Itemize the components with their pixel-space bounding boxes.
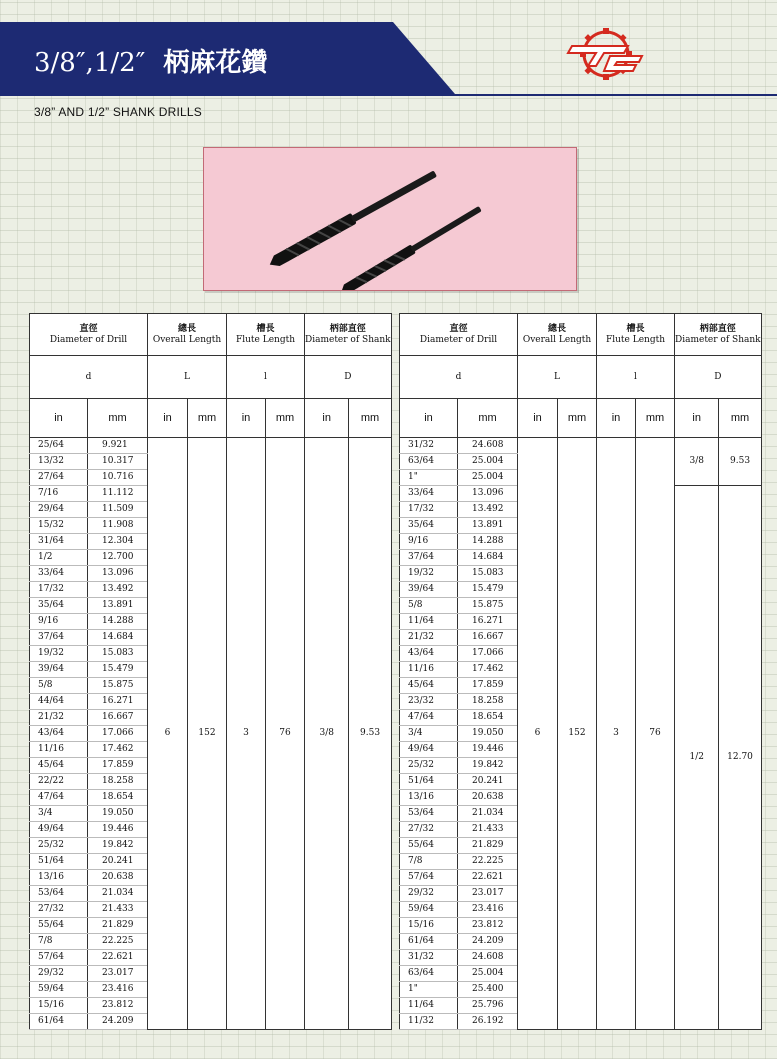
diameter-mm-cell: 15.479 [88, 662, 148, 678]
diameter-in-cell: 44/64 [30, 694, 88, 710]
diameter-in-cell: 45/64 [30, 758, 88, 774]
unit-mm: mm [458, 399, 518, 438]
diameter-in-cell: 11/16 [400, 662, 458, 678]
diameter-in-cell: 57/64 [30, 950, 88, 966]
unit-mm: mm [719, 399, 761, 438]
diameter-mm-cell: 17.066 [88, 726, 148, 742]
diameter-in-cell: 3/4 [30, 806, 88, 822]
diameter-mm-cell: 10.317 [88, 454, 148, 470]
shank-diameter-mm: 9.53 [719, 438, 761, 486]
diameter-in-cell: 37/64 [30, 630, 88, 646]
diameter-mm-cell: 13.891 [88, 598, 148, 614]
unit-in: in [305, 399, 349, 438]
diameter-in-cell: 33/64 [30, 566, 88, 582]
diameter-in-cell: 1" [400, 470, 458, 486]
diameter-mm-cell: 22.621 [458, 870, 518, 886]
diameter-mm-cell: 11.908 [88, 518, 148, 534]
diameter-in-cell: 49/64 [30, 822, 88, 838]
flute-length-header: 槽長 Flute Length [227, 314, 305, 356]
overall-length-mm: 152 [558, 438, 597, 1030]
diameter-mm-cell: 14.684 [88, 630, 148, 646]
title-chinese: 柄麻花鑽 [163, 48, 268, 78]
diameter-mm-cell: 25.004 [458, 470, 518, 486]
diameter-mm-cell: 24.608 [458, 438, 518, 454]
diameter-mm-cell: 14.684 [458, 550, 518, 566]
diameter-mm-cell: 15.875 [88, 678, 148, 694]
spec-table-left [29, 313, 392, 1030]
diameter-mm-cell: 25.004 [458, 454, 518, 470]
diameter-mm-cell: 19.446 [458, 742, 518, 758]
diameter-in-cell: 15/16 [30, 998, 88, 1014]
subtitle: 3/8” AND 1/2” SHANK DRILLS [34, 105, 202, 119]
diameter-mm-cell: 19.842 [458, 758, 518, 774]
unit-mm: mm [349, 399, 391, 438]
diameter-in-cell: 47/64 [30, 790, 88, 806]
diameter-in-cell: 11/64 [400, 614, 458, 630]
diameter-in-cell: 49/64 [400, 742, 458, 758]
diameter-mm-cell: 14.288 [458, 534, 518, 550]
unit-mm: mm [188, 399, 227, 438]
diameter-in-cell: 23/32 [400, 694, 458, 710]
overall-length-in: 6 [148, 438, 188, 1030]
diameter-in-cell: 45/64 [400, 678, 458, 694]
shank-diameter-in: 3/8 [675, 438, 719, 486]
diameter-in-cell: 43/64 [30, 726, 88, 742]
diameter-mm-cell: 18.654 [88, 790, 148, 806]
symbol-d: d [30, 356, 148, 399]
diameter-in-cell: 17/32 [30, 582, 88, 598]
diameter-in-cell: 53/64 [400, 806, 458, 822]
flute-length-mm: 76 [636, 438, 675, 1030]
shank-diameter-mm: 12.70 [719, 486, 761, 1030]
diameter-mm-cell: 24.209 [458, 934, 518, 950]
diameter-mm-cell: 21.829 [88, 918, 148, 934]
diameter-mm-cell: 14.288 [88, 614, 148, 630]
diameter-in-cell: 13/32 [30, 454, 88, 470]
unit-mm: mm [88, 399, 148, 438]
overall-length-header: 總長 Overall Length [518, 314, 597, 356]
diameter-in-cell: 11/32 [400, 1014, 458, 1030]
drill-bits-image [204, 148, 576, 290]
flute-length-in: 3 [597, 438, 636, 1030]
unit-in: in [148, 399, 188, 438]
diameter-mm-cell: 19.446 [88, 822, 148, 838]
spec-table-right [399, 313, 762, 1030]
diameter-in-cell: 13/16 [400, 790, 458, 806]
diameter-mm-cell: 21.034 [88, 886, 148, 902]
symbol-D: D [305, 356, 392, 399]
flute-length-header: 槽長 Flute Length [597, 314, 675, 356]
diameter-mm-cell: 16.271 [458, 614, 518, 630]
diameter-mm-cell: 19.050 [88, 806, 148, 822]
diameter-in-cell: 63/64 [400, 966, 458, 982]
flute-length-in: 3 [227, 438, 266, 1030]
diameter-in-cell: 31/64 [30, 534, 88, 550]
diameter-in-cell: 29/32 [30, 966, 88, 982]
diameter-mm-cell: 20.638 [458, 790, 518, 806]
diameter-mm-cell: 16.271 [88, 694, 148, 710]
diameter-in-cell: 27/32 [400, 822, 458, 838]
shank-diameter-in: 1/2 [675, 486, 719, 1030]
diameter-mm-cell: 24.608 [458, 950, 518, 966]
flute-length-mm: 76 [266, 438, 305, 1030]
unit-mm: mm [266, 399, 305, 438]
diameter-in-cell: 25/32 [30, 838, 88, 854]
table-row [400, 438, 762, 454]
diameter-mm-cell: 12.304 [88, 534, 148, 550]
diameter-mm-cell: 18.258 [458, 694, 518, 710]
diameter-in-cell: 5/8 [30, 678, 88, 694]
diameter-mm-cell: 21.433 [458, 822, 518, 838]
diameter-in-cell: 29/32 [400, 886, 458, 902]
diameter-mm-cell: 11.509 [88, 502, 148, 518]
diameter-mm-cell: 16.667 [88, 710, 148, 726]
diameter-in-cell: 33/64 [400, 486, 458, 502]
diameter-mm-cell: 20.638 [88, 870, 148, 886]
overall-length-mm: 152 [188, 438, 227, 1030]
diameter-mm-cell: 15.875 [458, 598, 518, 614]
unit-mm: mm [636, 399, 675, 438]
symbol-L: L [518, 356, 597, 399]
diameter-in-cell: 1/2 [30, 550, 88, 566]
diameter-in-cell: 43/64 [400, 646, 458, 662]
diameter-mm-cell: 23.017 [458, 886, 518, 902]
diameter-mm-cell: 23.416 [88, 982, 148, 998]
product-photo [203, 147, 577, 291]
title-sizes: 3/8″,1/2″ [34, 48, 146, 78]
diameter-mm-cell: 13.096 [458, 486, 518, 502]
diameter-mm-cell: 13.492 [458, 502, 518, 518]
unit-in: in [675, 399, 719, 438]
diameter-in-cell: 27/32 [30, 902, 88, 918]
page-title [34, 42, 267, 79]
diameter-in-cell: 15/32 [30, 518, 88, 534]
diameter-mm-cell: 20.241 [458, 774, 518, 790]
diameter-mm-cell: 18.654 [458, 710, 518, 726]
diameter-mm-cell: 21.034 [458, 806, 518, 822]
unit-in: in [518, 399, 558, 438]
unit-in: in [30, 399, 88, 438]
diameter-in-cell: 9/16 [400, 534, 458, 550]
diameter-mm-cell: 13.891 [458, 518, 518, 534]
diameter-mm-cell: 19.050 [458, 726, 518, 742]
diameter-in-cell: 63/64 [400, 454, 458, 470]
diameter-mm-cell: 25.796 [458, 998, 518, 1014]
diameter-in-cell: 11/64 [400, 998, 458, 1014]
diameter-in-cell: 31/32 [400, 950, 458, 966]
diameter-mm-cell: 22.225 [88, 934, 148, 950]
diameter-in-cell: 57/64 [400, 870, 458, 886]
diameter-in-cell: 5/8 [400, 598, 458, 614]
diameter-mm-cell: 24.209 [88, 1014, 148, 1030]
table-row [30, 438, 392, 454]
diameter-in-cell: 13/16 [30, 870, 88, 886]
diameter-mm-cell: 9.921 [88, 438, 148, 454]
unit-mm: mm [558, 399, 597, 438]
diameter-mm-cell: 23.017 [88, 966, 148, 982]
diameter-mm-cell: 23.416 [458, 902, 518, 918]
symbol-D: D [675, 356, 762, 399]
overall-length-header: 總長 Overall Length [148, 314, 227, 356]
diameter-in-cell: 31/32 [400, 438, 458, 454]
diameter-mm-cell: 13.096 [88, 566, 148, 582]
diameter-in-cell: 39/64 [30, 662, 88, 678]
diameter-mm-cell: 23.812 [88, 998, 148, 1014]
unit-in: in [400, 399, 458, 438]
diameter-mm-cell: 22.621 [88, 950, 148, 966]
overall-length-in: 6 [518, 438, 558, 1030]
symbol-l: l [597, 356, 675, 399]
diameter-mm-cell: 17.859 [88, 758, 148, 774]
diameter-in-cell: 53/64 [30, 886, 88, 902]
unit-in: in [597, 399, 636, 438]
diameter-mm-cell: 22.225 [458, 854, 518, 870]
diameter-mm-cell: 15.083 [458, 566, 518, 582]
diameter-mm-cell: 10.716 [88, 470, 148, 486]
diameter-in-cell: 55/64 [30, 918, 88, 934]
shank-diameter-header: 柄部直徑 Diameter of Shank [305, 314, 392, 356]
diameter-in-cell: 1" [400, 982, 458, 998]
diameter-mm-cell: 19.842 [88, 838, 148, 854]
diameter-mm-cell: 13.492 [88, 582, 148, 598]
diameter-mm-cell: 26.192 [458, 1014, 518, 1030]
diameter-in-cell: 25/64 [30, 438, 88, 454]
diameter-mm-cell: 16.667 [458, 630, 518, 646]
diameter-in-cell: 7/8 [30, 934, 88, 950]
diameter-mm-cell: 20.241 [88, 854, 148, 870]
diameter-in-cell: 22/22 [30, 774, 88, 790]
shank-diameter-header: 柄部直徑 Diameter of Shank [675, 314, 762, 356]
diameter-mm-cell: 21.829 [458, 838, 518, 854]
diameter-in-cell: 61/64 [30, 1014, 88, 1030]
diameter-in-cell: 61/64 [400, 934, 458, 950]
diameter-in-cell: 51/64 [400, 774, 458, 790]
diameter-in-cell: 27/64 [30, 470, 88, 486]
diameter-in-cell: 25/32 [400, 758, 458, 774]
diameter-mm-cell: 17.462 [458, 662, 518, 678]
symbol-l: l [227, 356, 305, 399]
diameter-mm-cell: 25.004 [458, 966, 518, 982]
diameter-in-cell: 7/8 [400, 854, 458, 870]
diameter-mm-cell: 15.479 [458, 582, 518, 598]
diameter-header: 直徑 Diameter of Drill [400, 314, 518, 356]
diameter-mm-cell: 25.400 [458, 982, 518, 998]
diameter-in-cell: 11/16 [30, 742, 88, 758]
diameter-in-cell: 7/16 [30, 486, 88, 502]
diameter-in-cell: 35/64 [30, 598, 88, 614]
diameter-in-cell: 59/64 [400, 902, 458, 918]
diameter-mm-cell: 21.433 [88, 902, 148, 918]
shank-diameter-mm: 9.53 [349, 438, 391, 1030]
symbol-d: d [400, 356, 518, 399]
diameter-in-cell: 17/32 [400, 502, 458, 518]
diameter-in-cell: 21/32 [30, 710, 88, 726]
diameter-in-cell: 15/16 [400, 918, 458, 934]
diameter-mm-cell: 11.112 [88, 486, 148, 502]
banner-underline [0, 94, 777, 96]
diameter-in-cell: 37/64 [400, 550, 458, 566]
diameter-in-cell: 39/64 [400, 582, 458, 598]
diameter-in-cell: 29/64 [30, 502, 88, 518]
shank-diameter-in: 3/8 [305, 438, 349, 1030]
diameter-in-cell: 3/4 [400, 726, 458, 742]
diameter-in-cell: 9/16 [30, 614, 88, 630]
diameter-in-cell: 19/32 [30, 646, 88, 662]
diameter-in-cell: 35/64 [400, 518, 458, 534]
diameter-mm-cell: 12.700 [88, 550, 148, 566]
diameter-mm-cell: 15.083 [88, 646, 148, 662]
diameter-in-cell: 47/64 [400, 710, 458, 726]
unit-in: in [227, 399, 266, 438]
diameter-mm-cell: 18.258 [88, 774, 148, 790]
diameter-in-cell: 55/64 [400, 838, 458, 854]
company-logo-icon [566, 26, 646, 82]
diameter-in-cell: 21/32 [400, 630, 458, 646]
diameter-header: 直徑 Diameter of Drill [30, 314, 148, 356]
diameter-mm-cell: 17.066 [458, 646, 518, 662]
symbol-L: L [148, 356, 227, 399]
diameter-in-cell: 19/32 [400, 566, 458, 582]
diameter-mm-cell: 17.462 [88, 742, 148, 758]
diameter-mm-cell: 17.859 [458, 678, 518, 694]
diameter-mm-cell: 23.812 [458, 918, 518, 934]
diameter-in-cell: 51/64 [30, 854, 88, 870]
diameter-in-cell: 59/64 [30, 982, 88, 998]
